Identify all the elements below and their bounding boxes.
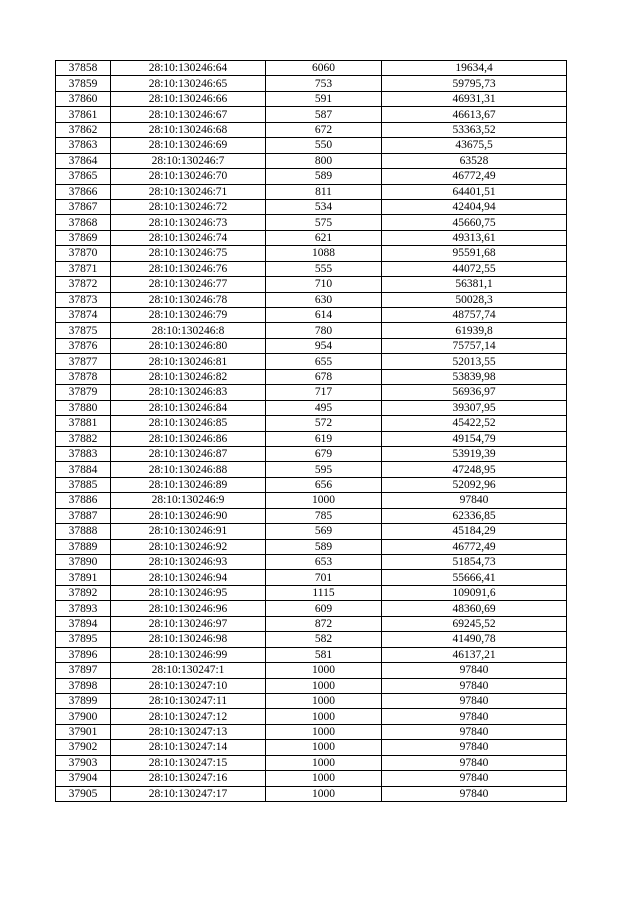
value-cell: 52013,55: [382, 354, 567, 369]
cadastral-number-cell: 28:10:130246:71: [111, 184, 266, 199]
cadastral-number-cell: 28:10:130246:97: [111, 616, 266, 631]
row-number-cell: 37873: [56, 292, 111, 307]
cadastral-number-cell: 28:10:130246:96: [111, 601, 266, 616]
table-row: [56, 91, 567, 106]
row-number-cell: 37891: [56, 570, 111, 585]
value-cell: 64401,51: [382, 184, 567, 199]
value-cell: 46772,49: [382, 169, 567, 184]
row-number-cell: 37866: [56, 184, 111, 199]
value-cell: 97840: [382, 693, 567, 708]
table-row: [56, 215, 567, 230]
area-cell: 678: [266, 369, 382, 384]
row-number-cell: 37902: [56, 740, 111, 755]
table-row: [56, 277, 567, 292]
row-number-cell: 37899: [56, 693, 111, 708]
row-number-cell: 37882: [56, 431, 111, 446]
value-cell: 41490,78: [382, 632, 567, 647]
table-row: [56, 400, 567, 415]
row-number-cell: 37898: [56, 678, 111, 693]
row-number-cell: 37894: [56, 616, 111, 631]
row-number-cell: 37888: [56, 524, 111, 539]
cadastral-number-cell: 28:10:130246:87: [111, 446, 266, 461]
area-cell: 1088: [266, 246, 382, 261]
value-cell: 97840: [382, 786, 567, 801]
row-number-cell: 37903: [56, 755, 111, 770]
row-number-cell: 37890: [56, 555, 111, 570]
row-number-cell: 37875: [56, 323, 111, 338]
value-cell: 59795,73: [382, 76, 567, 91]
table-row: [56, 601, 567, 616]
area-cell: 1000: [266, 678, 382, 693]
row-number-cell: 37893: [56, 601, 111, 616]
value-cell: 46137,21: [382, 647, 567, 662]
table-row: [56, 524, 567, 539]
cadastral-number-cell: 28:10:130247:12: [111, 709, 266, 724]
table-row: [56, 632, 567, 647]
row-number-cell: 37877: [56, 354, 111, 369]
cadastral-number-cell: 28:10:130246:95: [111, 585, 266, 600]
area-cell: 1000: [266, 663, 382, 678]
cadastral-number-cell: 28:10:130246:81: [111, 354, 266, 369]
cadastral-number-cell: 28:10:130246:94: [111, 570, 266, 585]
table-row: [56, 76, 567, 91]
row-number-cell: 37859: [56, 76, 111, 91]
table-row: [56, 570, 567, 585]
row-number-cell: 37895: [56, 632, 111, 647]
table-row: [56, 138, 567, 153]
area-cell: 800: [266, 153, 382, 168]
area-cell: 1000: [266, 755, 382, 770]
cadastral-number-cell: 28:10:130246:76: [111, 261, 266, 276]
row-number-cell: 37878: [56, 369, 111, 384]
table-row: [56, 261, 567, 276]
cadastral-number-cell: 28:10:130246:70: [111, 169, 266, 184]
area-cell: 581: [266, 647, 382, 662]
cadastral-number-cell: 28:10:130247:14: [111, 740, 266, 755]
cadastral-number-cell: 28:10:130247:10: [111, 678, 266, 693]
row-number-cell: 37897: [56, 663, 111, 678]
cadastral-number-cell: 28:10:130246:91: [111, 524, 266, 539]
area-cell: 655: [266, 354, 382, 369]
row-number-cell: 37868: [56, 215, 111, 230]
value-cell: 52092,96: [382, 477, 567, 492]
cadastral-number-cell: 28:10:130246:66: [111, 91, 266, 106]
area-cell: 656: [266, 477, 382, 492]
value-cell: 62336,85: [382, 508, 567, 523]
cadastral-number-cell: 28:10:130246:93: [111, 555, 266, 570]
cadastral-number-cell: 28:10:130247:16: [111, 771, 266, 786]
value-cell: 97840: [382, 755, 567, 770]
cadastral-number-cell: 28:10:130246:88: [111, 462, 266, 477]
value-cell: 75757,14: [382, 338, 567, 353]
cadastral-number-cell: 28:10:130246:78: [111, 292, 266, 307]
value-cell: 97840: [382, 709, 567, 724]
area-cell: 1000: [266, 786, 382, 801]
table-row: [56, 446, 567, 461]
area-cell: 701: [266, 570, 382, 585]
cadastral-number-cell: 28:10:130246:86: [111, 431, 266, 446]
row-number-cell: 37865: [56, 169, 111, 184]
cadastral-number-cell: 28:10:130246:98: [111, 632, 266, 647]
table-row: [56, 678, 567, 693]
area-cell: 630: [266, 292, 382, 307]
table-row: [56, 107, 567, 122]
cadastral-number-cell: 28:10:130246:9: [111, 493, 266, 508]
table-row: [56, 169, 567, 184]
cadastral-number-cell: 28:10:130246:73: [111, 215, 266, 230]
value-cell: 56381,1: [382, 277, 567, 292]
row-number-cell: 37885: [56, 477, 111, 492]
table-row: [56, 308, 567, 323]
table-row: [56, 493, 567, 508]
value-cell: 49313,61: [382, 230, 567, 245]
value-cell: 95591,68: [382, 246, 567, 261]
cadastral-number-cell: 28:10:130246:82: [111, 369, 266, 384]
row-number-cell: 37886: [56, 493, 111, 508]
area-cell: 710: [266, 277, 382, 292]
value-cell: 47248,95: [382, 462, 567, 477]
value-cell: 42404,94: [382, 199, 567, 214]
row-number-cell: 37860: [56, 91, 111, 106]
area-cell: 785: [266, 508, 382, 523]
cadastral-number-cell: 28:10:130246:85: [111, 416, 266, 431]
table-body: [56, 61, 567, 802]
area-cell: 1115: [266, 585, 382, 600]
area-cell: 589: [266, 169, 382, 184]
table-row: [56, 354, 567, 369]
row-number-cell: 37879: [56, 385, 111, 400]
value-cell: 48360,69: [382, 601, 567, 616]
table-row: [56, 184, 567, 199]
table-row: [56, 385, 567, 400]
value-cell: 61939,8: [382, 323, 567, 338]
value-cell: 56936,97: [382, 385, 567, 400]
area-cell: 555: [266, 261, 382, 276]
cadastral-table: [55, 60, 567, 802]
table-row: [56, 508, 567, 523]
table-row: [56, 369, 567, 384]
area-cell: 780: [266, 323, 382, 338]
area-cell: 1000: [266, 693, 382, 708]
cadastral-number-cell: 28:10:130246:74: [111, 230, 266, 245]
value-cell: 97840: [382, 678, 567, 693]
row-number-cell: 37874: [56, 308, 111, 323]
area-cell: 575: [266, 215, 382, 230]
value-cell: 46772,49: [382, 539, 567, 554]
value-cell: 49154,79: [382, 431, 567, 446]
value-cell: 53919,39: [382, 446, 567, 461]
cadastral-number-cell: 28:10:130246:99: [111, 647, 266, 662]
cadastral-number-cell: 28:10:130246:69: [111, 138, 266, 153]
cadastral-number-cell: 28:10:130246:77: [111, 277, 266, 292]
cadastral-number-cell: 28:10:130246:92: [111, 539, 266, 554]
table-row: [56, 416, 567, 431]
row-number-cell: 37905: [56, 786, 111, 801]
table-row: [56, 786, 567, 801]
table-row: [56, 709, 567, 724]
cadastral-number-cell: 28:10:130247:1: [111, 663, 266, 678]
area-cell: 550: [266, 138, 382, 153]
table-row: [56, 771, 567, 786]
row-number-cell: 37892: [56, 585, 111, 600]
row-number-cell: 37904: [56, 771, 111, 786]
row-number-cell: 37896: [56, 647, 111, 662]
area-cell: 614: [266, 308, 382, 323]
row-number-cell: 37889: [56, 539, 111, 554]
area-cell: 811: [266, 184, 382, 199]
area-cell: 595: [266, 462, 382, 477]
area-cell: 672: [266, 122, 382, 137]
table-row: [56, 585, 567, 600]
cadastral-number-cell: 28:10:130246:90: [111, 508, 266, 523]
row-number-cell: 37867: [56, 199, 111, 214]
area-cell: 1000: [266, 740, 382, 755]
area-cell: 591: [266, 91, 382, 106]
cadastral-number-cell: 28:10:130247:11: [111, 693, 266, 708]
table-row: [56, 740, 567, 755]
cadastral-number-cell: 28:10:130246:80: [111, 338, 266, 353]
row-number-cell: 37858: [56, 61, 111, 76]
table-row: [56, 616, 567, 631]
cadastral-number-cell: 28:10:130247:15: [111, 755, 266, 770]
value-cell: 97840: [382, 771, 567, 786]
row-number-cell: 37883: [56, 446, 111, 461]
table-row: [56, 555, 567, 570]
row-number-cell: 37887: [56, 508, 111, 523]
table-row: [56, 462, 567, 477]
area-cell: 609: [266, 601, 382, 616]
table-row: [56, 647, 567, 662]
cadastral-number-cell: 28:10:130247:13: [111, 724, 266, 739]
area-cell: 621: [266, 230, 382, 245]
row-number-cell: 37880: [56, 400, 111, 415]
cadastral-number-cell: 28:10:130246:83: [111, 385, 266, 400]
row-number-cell: 37900: [56, 709, 111, 724]
table-row: [56, 338, 567, 353]
table-row: [56, 724, 567, 739]
area-cell: 495: [266, 400, 382, 415]
value-cell: 46931,31: [382, 91, 567, 106]
value-cell: 63528: [382, 153, 567, 168]
row-number-cell: 37884: [56, 462, 111, 477]
cadastral-number-cell: 28:10:130246:84: [111, 400, 266, 415]
value-cell: 51854,73: [382, 555, 567, 570]
cadastral-number-cell: 28:10:130246:65: [111, 76, 266, 91]
value-cell: 19634,4: [382, 61, 567, 76]
area-cell: 582: [266, 632, 382, 647]
row-number-cell: 37862: [56, 122, 111, 137]
area-cell: 872: [266, 616, 382, 631]
area-cell: 954: [266, 338, 382, 353]
value-cell: 45184,29: [382, 524, 567, 539]
value-cell: 97840: [382, 493, 567, 508]
table-row: [56, 477, 567, 492]
row-number-cell: 37863: [56, 138, 111, 153]
cadastral-number-cell: 28:10:130246:67: [111, 107, 266, 122]
value-cell: 50028,3: [382, 292, 567, 307]
value-cell: 53363,52: [382, 122, 567, 137]
area-cell: 6060: [266, 61, 382, 76]
value-cell: 97840: [382, 724, 567, 739]
area-cell: 589: [266, 539, 382, 554]
table-row: [56, 663, 567, 678]
table-row: [56, 61, 567, 76]
value-cell: 45660,75: [382, 215, 567, 230]
value-cell: 44072,55: [382, 261, 567, 276]
table-row: [56, 431, 567, 446]
area-cell: 1000: [266, 709, 382, 724]
cadastral-number-cell: 28:10:130246:8: [111, 323, 266, 338]
table-row: [56, 199, 567, 214]
area-cell: 572: [266, 416, 382, 431]
area-cell: 717: [266, 385, 382, 400]
value-cell: 109091,6: [382, 585, 567, 600]
cadastral-number-cell: 28:10:130246:72: [111, 199, 266, 214]
table-row: [56, 246, 567, 261]
area-cell: 679: [266, 446, 382, 461]
value-cell: 97840: [382, 663, 567, 678]
cadastral-number-cell: 28:10:130246:79: [111, 308, 266, 323]
cadastral-number-cell: 28:10:130246:75: [111, 246, 266, 261]
value-cell: 45422,52: [382, 416, 567, 431]
table-row: [56, 153, 567, 168]
value-cell: 48757,74: [382, 308, 567, 323]
area-cell: 569: [266, 524, 382, 539]
area-cell: 587: [266, 107, 382, 122]
area-cell: 534: [266, 199, 382, 214]
area-cell: 1000: [266, 771, 382, 786]
row-number-cell: 37861: [56, 107, 111, 122]
area-cell: 1000: [266, 493, 382, 508]
cadastral-number-cell: 28:10:130247:17: [111, 786, 266, 801]
row-number-cell: 37870: [56, 246, 111, 261]
value-cell: 69245,52: [382, 616, 567, 631]
value-cell: 43675,5: [382, 138, 567, 153]
row-number-cell: 37869: [56, 230, 111, 245]
area-cell: 653: [266, 555, 382, 570]
value-cell: 46613,67: [382, 107, 567, 122]
table-row: [56, 323, 567, 338]
row-number-cell: 37871: [56, 261, 111, 276]
area-cell: 753: [266, 76, 382, 91]
value-cell: 39307,95: [382, 400, 567, 415]
row-number-cell: 37901: [56, 724, 111, 739]
cadastral-number-cell: 28:10:130246:7: [111, 153, 266, 168]
cadastral-number-cell: 28:10:130246:64: [111, 61, 266, 76]
row-number-cell: 37876: [56, 338, 111, 353]
table-row: [56, 292, 567, 307]
table-row: [56, 693, 567, 708]
area-cell: 619: [266, 431, 382, 446]
table-row: [56, 539, 567, 554]
area-cell: 1000: [266, 724, 382, 739]
row-number-cell: 37881: [56, 416, 111, 431]
cadastral-number-cell: 28:10:130246:89: [111, 477, 266, 492]
table-row: [56, 122, 567, 137]
value-cell: 97840: [382, 740, 567, 755]
row-number-cell: 37872: [56, 277, 111, 292]
row-number-cell: 37864: [56, 153, 111, 168]
table-row: [56, 755, 567, 770]
value-cell: 55666,41: [382, 570, 567, 585]
table-row: [56, 230, 567, 245]
cadastral-number-cell: 28:10:130246:68: [111, 122, 266, 137]
value-cell: 53839,98: [382, 369, 567, 384]
